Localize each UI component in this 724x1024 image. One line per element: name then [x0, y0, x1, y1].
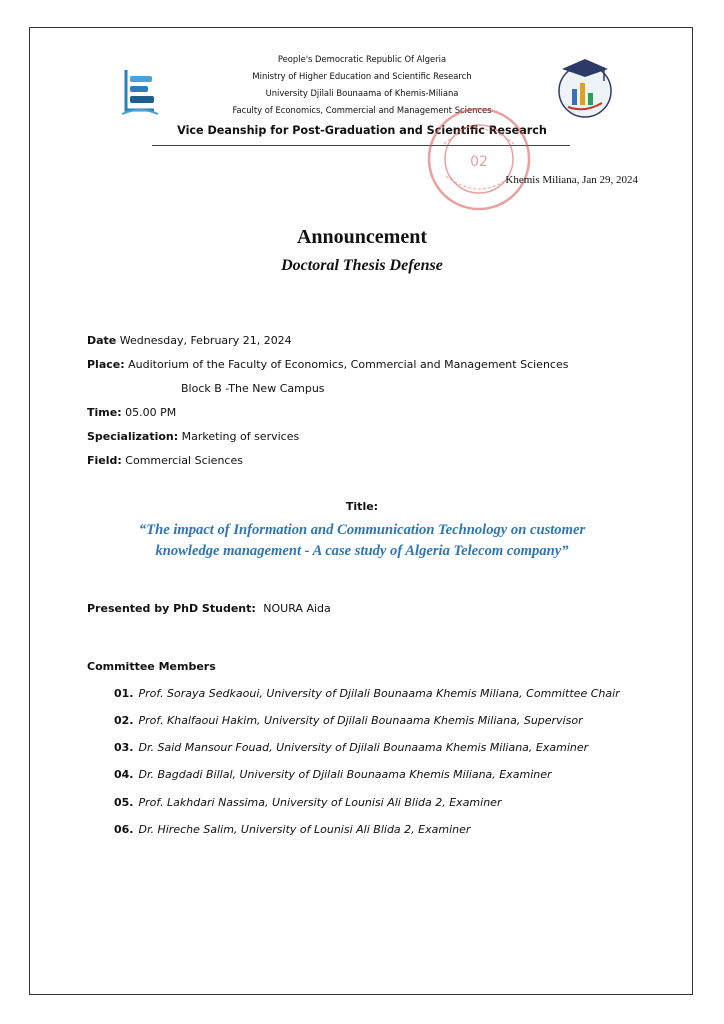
time-label: Time: [87, 406, 122, 419]
official-stamp [424, 104, 534, 214]
committee-heading: Committee Members [87, 660, 216, 673]
date-value: Wednesday, February 21, 2024 [119, 334, 292, 347]
field-row [87, 454, 243, 467]
specialization-row [87, 430, 299, 443]
header-faculty: Faculty of Economics, Commercial and Management Sciences [232, 105, 492, 115]
date-label: Date [87, 334, 117, 347]
thesis-title-label: Title: [345, 500, 379, 513]
specialization-value: Marketing of services [181, 430, 300, 443]
member-number: 06. [114, 823, 134, 836]
announcement-title: Announcement [296, 226, 427, 248]
member-number: 02. [114, 714, 134, 727]
student-row [87, 602, 331, 615]
place-label: Place: [87, 358, 125, 371]
student-name: NOURA Aida [263, 602, 331, 615]
committee-member [114, 796, 501, 809]
member-number: 04. [114, 768, 134, 781]
place-value: Auditorium of the Faculty of Economics, Commercial and Management Sciences [128, 358, 569, 371]
committee-member [114, 741, 588, 754]
member-number: 05. [114, 796, 134, 809]
member-number: 01. [114, 687, 134, 700]
header-ministry: Ministry of Higher Education and Scientific Research [252, 71, 472, 81]
place-value-line2: Block B -The New Campus [181, 382, 325, 395]
time-row [87, 406, 176, 419]
member-text: Prof. Soraya Sedkaoui, University of Djilali Bounaama Khemis Miliana, Committee Chair [138, 687, 620, 700]
member-number: 03. [114, 741, 134, 754]
header-university: University Djilali Bounaama of Khemis-Miliana [265, 88, 459, 98]
announcement-subtitle: Doctoral Thesis Defense [281, 257, 443, 274]
time-value: 05.00 PM [125, 406, 177, 419]
member-text: Prof. Lakhdari Nassima, University of Lounisi Ali Blida 2, Examiner [138, 796, 502, 809]
stamp-number: 02 [470, 154, 488, 170]
committee-member [114, 823, 470, 836]
field-label: Field: [87, 454, 122, 467]
committee-member [114, 687, 620, 700]
member-text: Dr. Bagdadi Billal, University of Djilali Bounaama Khemis Miliana, Examiner [138, 768, 552, 781]
date-row [87, 334, 292, 347]
student-label: Presented by PhD Student: [87, 602, 256, 615]
committee-member [114, 768, 552, 781]
header-country: People's Democratic Republic Of Algeria [277, 54, 447, 64]
thesis-title-line2: knowledge management - A case study of Algeria Telecom company” [155, 543, 569, 559]
thesis-title [80, 520, 644, 562]
place-date: Khemis Miliana, Jan 29, 2024 [505, 174, 638, 186]
vice-deanship-heading: Vice Deanship for Post-Graduation and Scientific Research [177, 124, 547, 137]
member-text: Dr. Hireche Salim, University of Lounisi Ali Blida 2, Examiner [138, 823, 471, 836]
member-text: Prof. Khalfaoui Hakim, University of Djilali Bounaama Khemis Miliana, Supervisor [138, 714, 583, 727]
specialization-label: Specialization: [87, 430, 179, 443]
field-value: Commercial Sciences [125, 454, 243, 467]
member-text: Dr. Said Mansour Fouad, University of Djilali Bounaama Khemis Miliana, Examiner [138, 741, 589, 754]
thesis-title-line1: “The impact of Information and Communication Technology on customer [138, 522, 586, 538]
place-row [87, 358, 568, 371]
committee-member [114, 714, 583, 727]
